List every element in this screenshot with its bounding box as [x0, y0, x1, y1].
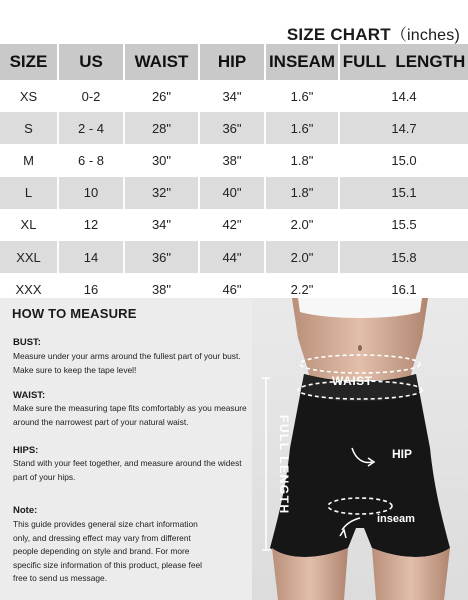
- cell-size: L: [0, 177, 58, 209]
- header-waist: WAIST: [124, 44, 199, 80]
- hips-line: part of your hips.: [13, 471, 76, 482]
- header-full-length: FULL LENGTH: [339, 44, 468, 80]
- cell-waist: 30": [124, 144, 199, 176]
- header-us: US: [58, 44, 124, 80]
- chart-title: [287, 22, 460, 45]
- cell-size: S: [0, 112, 58, 144]
- cell-inseam: 1.6": [265, 112, 339, 144]
- size-chart-table: [0, 44, 468, 305]
- cell-us: 2 - 4: [58, 112, 124, 144]
- cell-waist: 28": [124, 112, 199, 144]
- cell-inseam: 2.0": [265, 209, 339, 241]
- cell-hip: 46": [199, 273, 265, 305]
- cell-hip: 38": [199, 144, 265, 176]
- inseam-label: inseam: [377, 513, 415, 525]
- cell-size: XXX: [0, 273, 58, 305]
- cell-hip: 44": [199, 241, 265, 273]
- waist-title: WAIST:: [13, 390, 46, 401]
- bust-line: Make sure to keep the tape level!: [13, 364, 137, 375]
- hips-line: Stand with your feet together, and measure around the widest: [13, 458, 242, 468]
- cell-hip: 40": [199, 177, 265, 209]
- cell-hip: 34": [199, 80, 265, 112]
- cell-full-length: 15.0: [339, 144, 468, 176]
- cell-size: XL: [0, 209, 58, 241]
- header-hip: HIP: [199, 44, 265, 80]
- cell-full-length: 15.1: [339, 177, 468, 209]
- chart-title-main: SIZE CHART: [286, 25, 391, 44]
- cell-size: XXL: [0, 241, 58, 273]
- table-header-row: [0, 44, 468, 80]
- waist-label: WAIST: [332, 374, 373, 388]
- header-inseam: INSEAM: [265, 44, 339, 80]
- cell-waist: 26": [124, 80, 199, 112]
- note-title: Note:: [13, 505, 38, 516]
- cell-inseam: 1.8": [265, 144, 339, 176]
- note-line: only, and dressing effect may vary from different: [13, 532, 191, 543]
- table-row: [0, 177, 468, 209]
- cell-full-length: 15.8: [339, 241, 468, 273]
- bust-instructions: [13, 350, 258, 377]
- chart-title-unit: （inches): [390, 27, 460, 44]
- cell-full-length: 15.5: [339, 209, 468, 241]
- waist-line: around the narrowest part of your natural waist.: [13, 416, 189, 427]
- note-text: [13, 518, 258, 586]
- bust-title: BUST:: [13, 337, 41, 348]
- cell-waist: 34": [124, 209, 199, 241]
- cell-us: 14: [58, 241, 124, 273]
- full-length-label: FULL LENGTH: [277, 415, 291, 515]
- waist-instructions: [13, 402, 258, 429]
- cell-size: XS: [0, 80, 58, 112]
- hips-instructions: [13, 457, 258, 484]
- cell-us: 16: [58, 273, 124, 305]
- cell-hip: 36": [199, 112, 265, 144]
- table-row: [0, 80, 468, 112]
- cell-hip: 42": [199, 209, 265, 241]
- cell-us: 12: [58, 209, 124, 241]
- cell-waist: 38": [124, 273, 199, 305]
- cell-waist: 36": [124, 241, 199, 273]
- cell-us: 6 - 8: [58, 144, 124, 176]
- bust-line: Measure under your arms around the fullest part of your bust.: [13, 351, 241, 361]
- cell-inseam: 2.2": [265, 273, 339, 305]
- note-line: people depending on style and brand. For more: [13, 546, 190, 556]
- cell-us: 10: [58, 177, 124, 209]
- table-row: [0, 241, 468, 273]
- note-line: This guide provides general size chart information: [13, 519, 198, 529]
- cell-full-length: 16.1: [339, 273, 468, 305]
- cell-us: 0-2: [58, 80, 124, 112]
- cell-inseam: 1.6": [265, 80, 339, 112]
- note-line: free to send us message.: [13, 573, 108, 583]
- hips-title: HIPS:: [13, 445, 39, 456]
- cell-full-length: 14.7: [339, 112, 468, 144]
- note-line: specific size information of this product, please feel: [13, 559, 202, 570]
- cell-inseam: 2.0": [265, 241, 339, 273]
- cell-size: M: [0, 144, 58, 176]
- header-size: SIZE: [0, 44, 58, 80]
- how-to-measure-heading: HOW TO MEASURE: [12, 306, 137, 321]
- cell-waist: 32": [124, 177, 199, 209]
- table-row: [0, 144, 468, 176]
- cell-full-length: 14.4: [339, 80, 468, 112]
- waist-line: Make sure the measuring tape fits comfortably as you measure: [13, 403, 247, 413]
- hip-label: HIP: [392, 447, 413, 461]
- table-row: [0, 209, 468, 241]
- table-row: [0, 112, 468, 144]
- cell-inseam: 1.8": [265, 177, 339, 209]
